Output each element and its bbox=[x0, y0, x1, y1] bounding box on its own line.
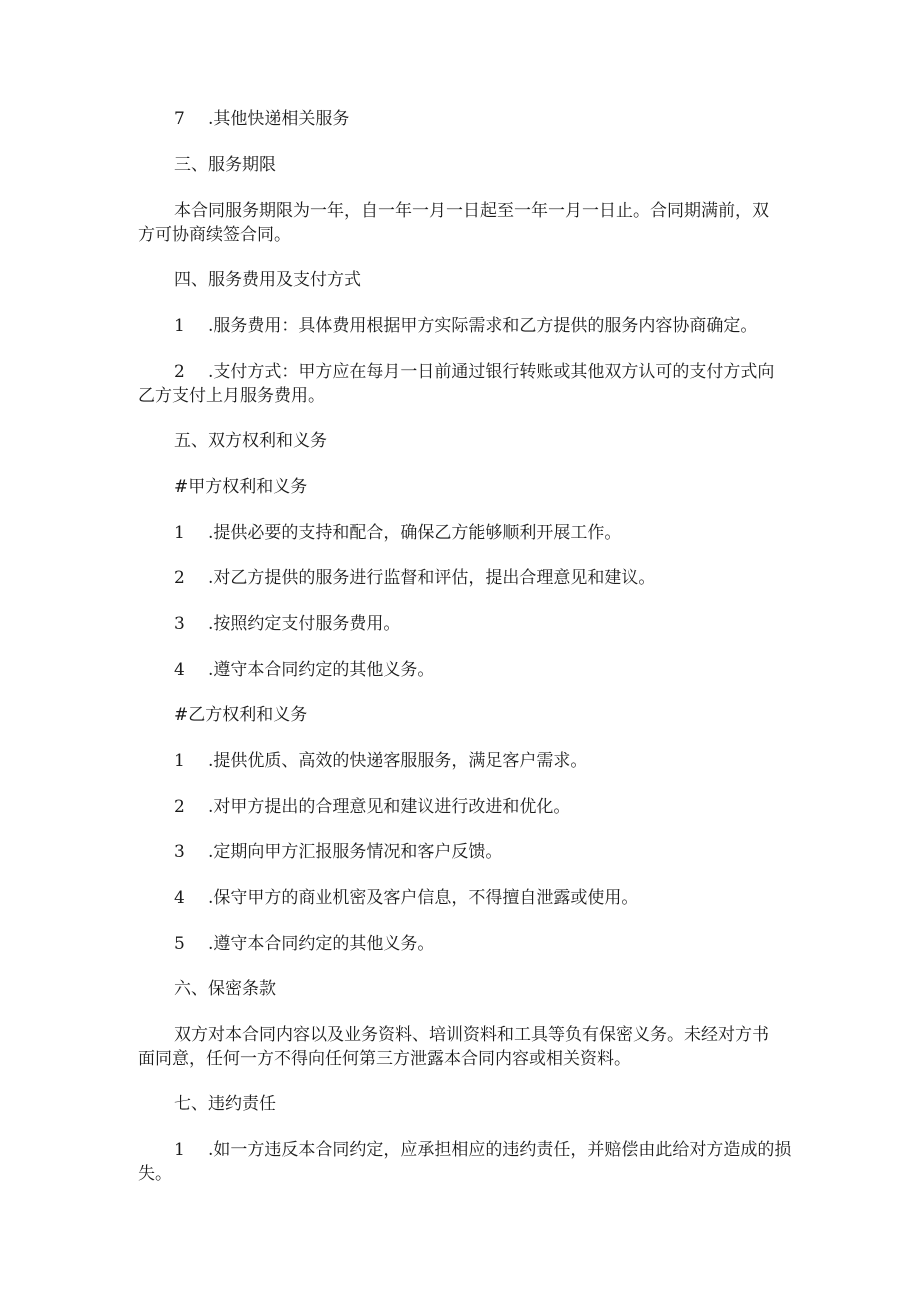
item-number: 5 bbox=[174, 934, 185, 954]
list-item bbox=[174, 750, 587, 773]
section-heading: 三、服务期限 bbox=[174, 155, 276, 175]
item-text: .定期向甲方汇报服务情况和客户反馈。 bbox=[208, 842, 503, 862]
item-number: 4 bbox=[174, 888, 185, 908]
item-number: 7 bbox=[174, 109, 185, 129]
item-number: 3 bbox=[174, 842, 185, 862]
paragraph-line: 本合同服务期限为一年，自一年一月一日起至一年一月一日止。合同期满前，双 bbox=[174, 201, 769, 221]
item-text: .提供优质、高效的快递客服服务，满足客户需求。 bbox=[208, 751, 588, 771]
list-item bbox=[174, 933, 434, 956]
list-item bbox=[174, 567, 655, 590]
paragraph-line: 失。 bbox=[138, 1164, 172, 1184]
list-item bbox=[174, 522, 621, 545]
paragraph-line: 双方对本合同内容以及业务资料、培训资料和工具等负有保密义务。未经对方书 bbox=[174, 1025, 769, 1045]
item-number: 1 bbox=[174, 1140, 185, 1160]
item-number: 2 bbox=[174, 568, 185, 588]
list-item bbox=[174, 361, 774, 384]
list-item bbox=[174, 108, 349, 131]
section-heading: 七、违约责任 bbox=[174, 1094, 276, 1114]
section-heading: 五、双方权利和义务 bbox=[174, 431, 327, 451]
list-item bbox=[174, 613, 400, 636]
item-number: 2 bbox=[174, 797, 185, 817]
item-text: .支付方式：甲方应在每月一日前通过银行转账或其他双方认可的支付方式向 bbox=[208, 362, 775, 382]
item-number: 1 bbox=[174, 751, 185, 771]
item-text: .如一方违反本合同约定，应承担相应的违约责任，并赔偿由此给对方造成的损 bbox=[208, 1140, 792, 1160]
list-item bbox=[174, 887, 638, 910]
paragraph-line: 乙方支付上月服务费用。 bbox=[138, 386, 325, 406]
item-text: .遵守本合同约定的其他义务。 bbox=[208, 934, 435, 954]
item-text: .对甲方提出的合理意见和建议进行改进和优化。 bbox=[208, 797, 571, 817]
subsection-heading: #甲方权利和义务 bbox=[174, 477, 308, 497]
item-number: 1 bbox=[174, 523, 185, 543]
section-heading: 六、保密条款 bbox=[174, 979, 276, 999]
item-number: 2 bbox=[174, 362, 185, 382]
list-item bbox=[174, 1139, 791, 1162]
paragraph-line: 面同意，任何一方不得向任何第三方泄露本合同内容或相关资料。 bbox=[138, 1049, 631, 1069]
item-text: .服务费用：具体费用根据甲方实际需求和乙方提供的服务内容协商确定。 bbox=[208, 316, 758, 336]
list-item bbox=[174, 659, 434, 682]
item-text: .对乙方提供的服务进行监督和评估，提出合理意见和建议。 bbox=[208, 568, 656, 588]
item-number: 4 bbox=[174, 660, 185, 680]
list-item bbox=[174, 796, 570, 819]
item-text: .提供必要的支持和配合，确保乙方能够顺利开展工作。 bbox=[208, 523, 622, 543]
item-number: 3 bbox=[174, 614, 185, 634]
item-text: .其他快递相关服务 bbox=[208, 109, 350, 129]
item-text: .遵守本合同约定的其他义务。 bbox=[208, 660, 435, 680]
list-item bbox=[174, 841, 502, 864]
item-number: 1 bbox=[174, 316, 185, 336]
subsection-heading: #乙方权利和义务 bbox=[174, 705, 308, 725]
item-text: .保守甲方的商业机密及客户信息，不得擅自泄露或使用。 bbox=[208, 888, 639, 908]
section-heading: 四、服务费用及支付方式 bbox=[174, 270, 361, 290]
item-text: .按照约定支付服务费用。 bbox=[208, 614, 401, 634]
list-item bbox=[174, 315, 757, 338]
paragraph-line: 方可协商续签合同。 bbox=[138, 225, 291, 245]
